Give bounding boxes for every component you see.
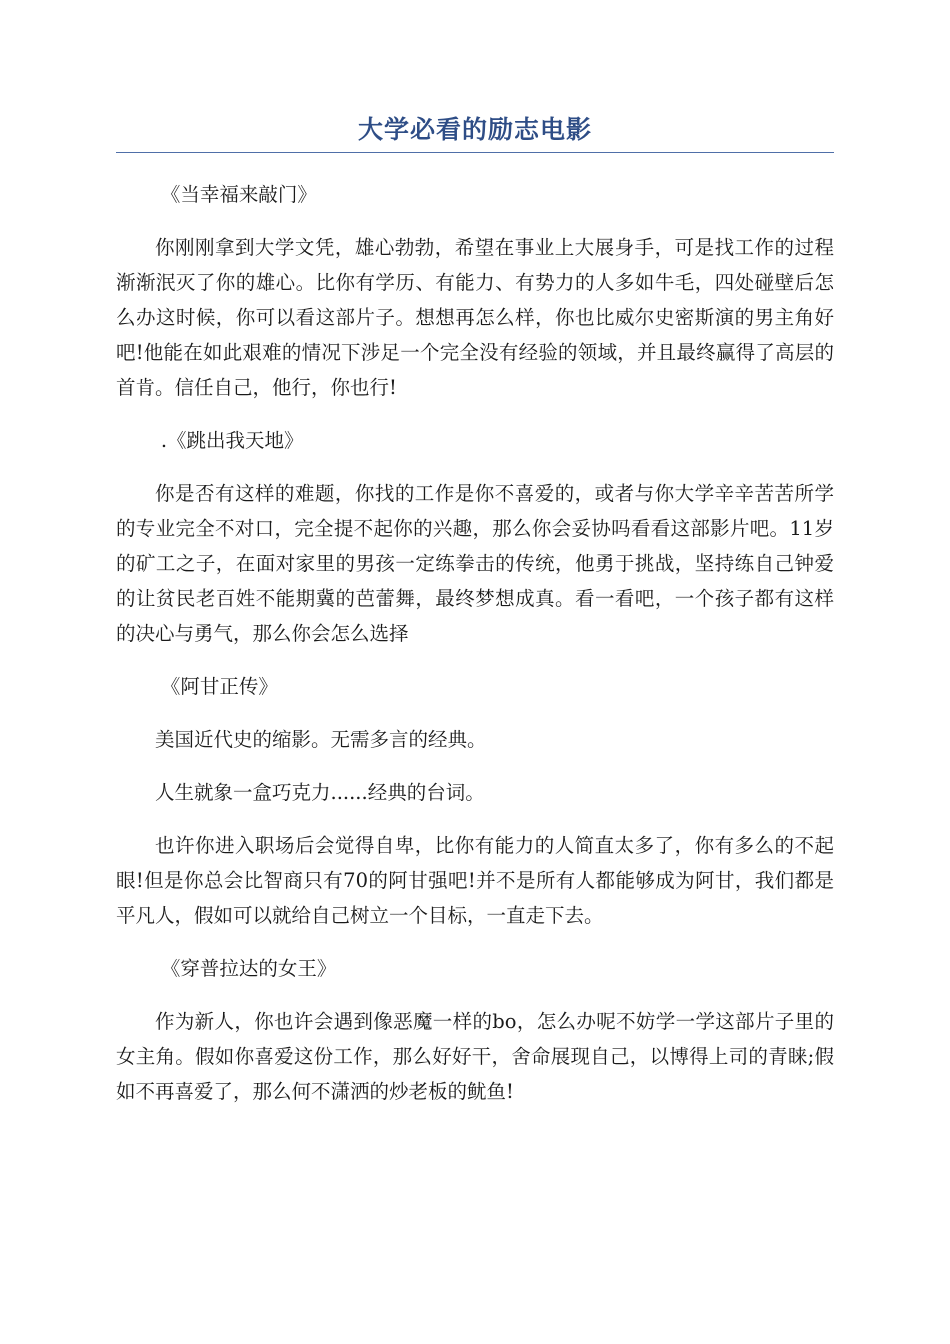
movie-heading-devil-wears-prada: 《穿普拉达的女王》: [160, 957, 337, 980]
paragraph: 也许你进入职场后会觉得自卑，比你有能力的人简直太多了，你有多么的不起眼!但是你总会比智商只有70的阿甘强吧!并不是所有人都能够成为阿甘，我们都是平凡人，假如可以就给自己树立一个目标，一直走下去。: [116, 834, 834, 927]
paragraph: 你刚刚拿到大学文凭，雄心勃勃，希望在事业上大展身手，可是找工作的过程渐渐泯灭了你的雄心。比你有学历、有能力、有势力的人多如牛毛，四处碰壁后怎么办这时候，你可以看这部片子。想想再怎么样，你也比威尔史密斯演的男主角好吧!他能在如此艰难的情况下涉足一个完全没有经验的领域，并且最终赢得了高层的首肯。信任自己，他行，你也行!: [116, 236, 834, 399]
movie-heading-pursuit-of-happyness: 《当幸福来敲门》: [160, 183, 317, 206]
movie-heading-billy-elliot: .《跳出我天地》: [160, 429, 304, 452]
document-page: [116, 112, 834, 1109]
movie-heading-forrest-gump: 《阿甘正传》: [160, 675, 278, 698]
document-title: 大学必看的励志电影: [116, 112, 834, 153]
paragraph: 作为新人，你也许会遇到像恶魔一样的bo，怎么办呢不妨学一学这部片子里的女主角。假如你喜爱这份工作，那么好好干，舍命展现自己，以博得上司的青睐;假如不再喜爱了，那么何不潇洒的炒老板的鱿鱼!: [116, 1010, 834, 1103]
paragraph: 美国近代史的缩影。无需多言的经典。: [155, 728, 487, 751]
paragraph: 人生就象一盒巧克力......经典的台词。: [155, 781, 485, 804]
paragraph: 你是否有这样的难题，你找的工作是你不喜爱的，或者与你大学辛辛苦苦所学的专业完全不对口，完全提不起你的兴趣，那么你会妥协吗看看这部影片吧。11岁的矿工之子，在面对家里的男孩一定练拳击的传统，他勇于挑战，坚持练自己钟爱的让贫民老百姓不能期冀的芭蕾舞，最终梦想成真。看一看吧，一个孩子都有这样的决心与勇气，那么你会怎么选择: [116, 482, 834, 645]
